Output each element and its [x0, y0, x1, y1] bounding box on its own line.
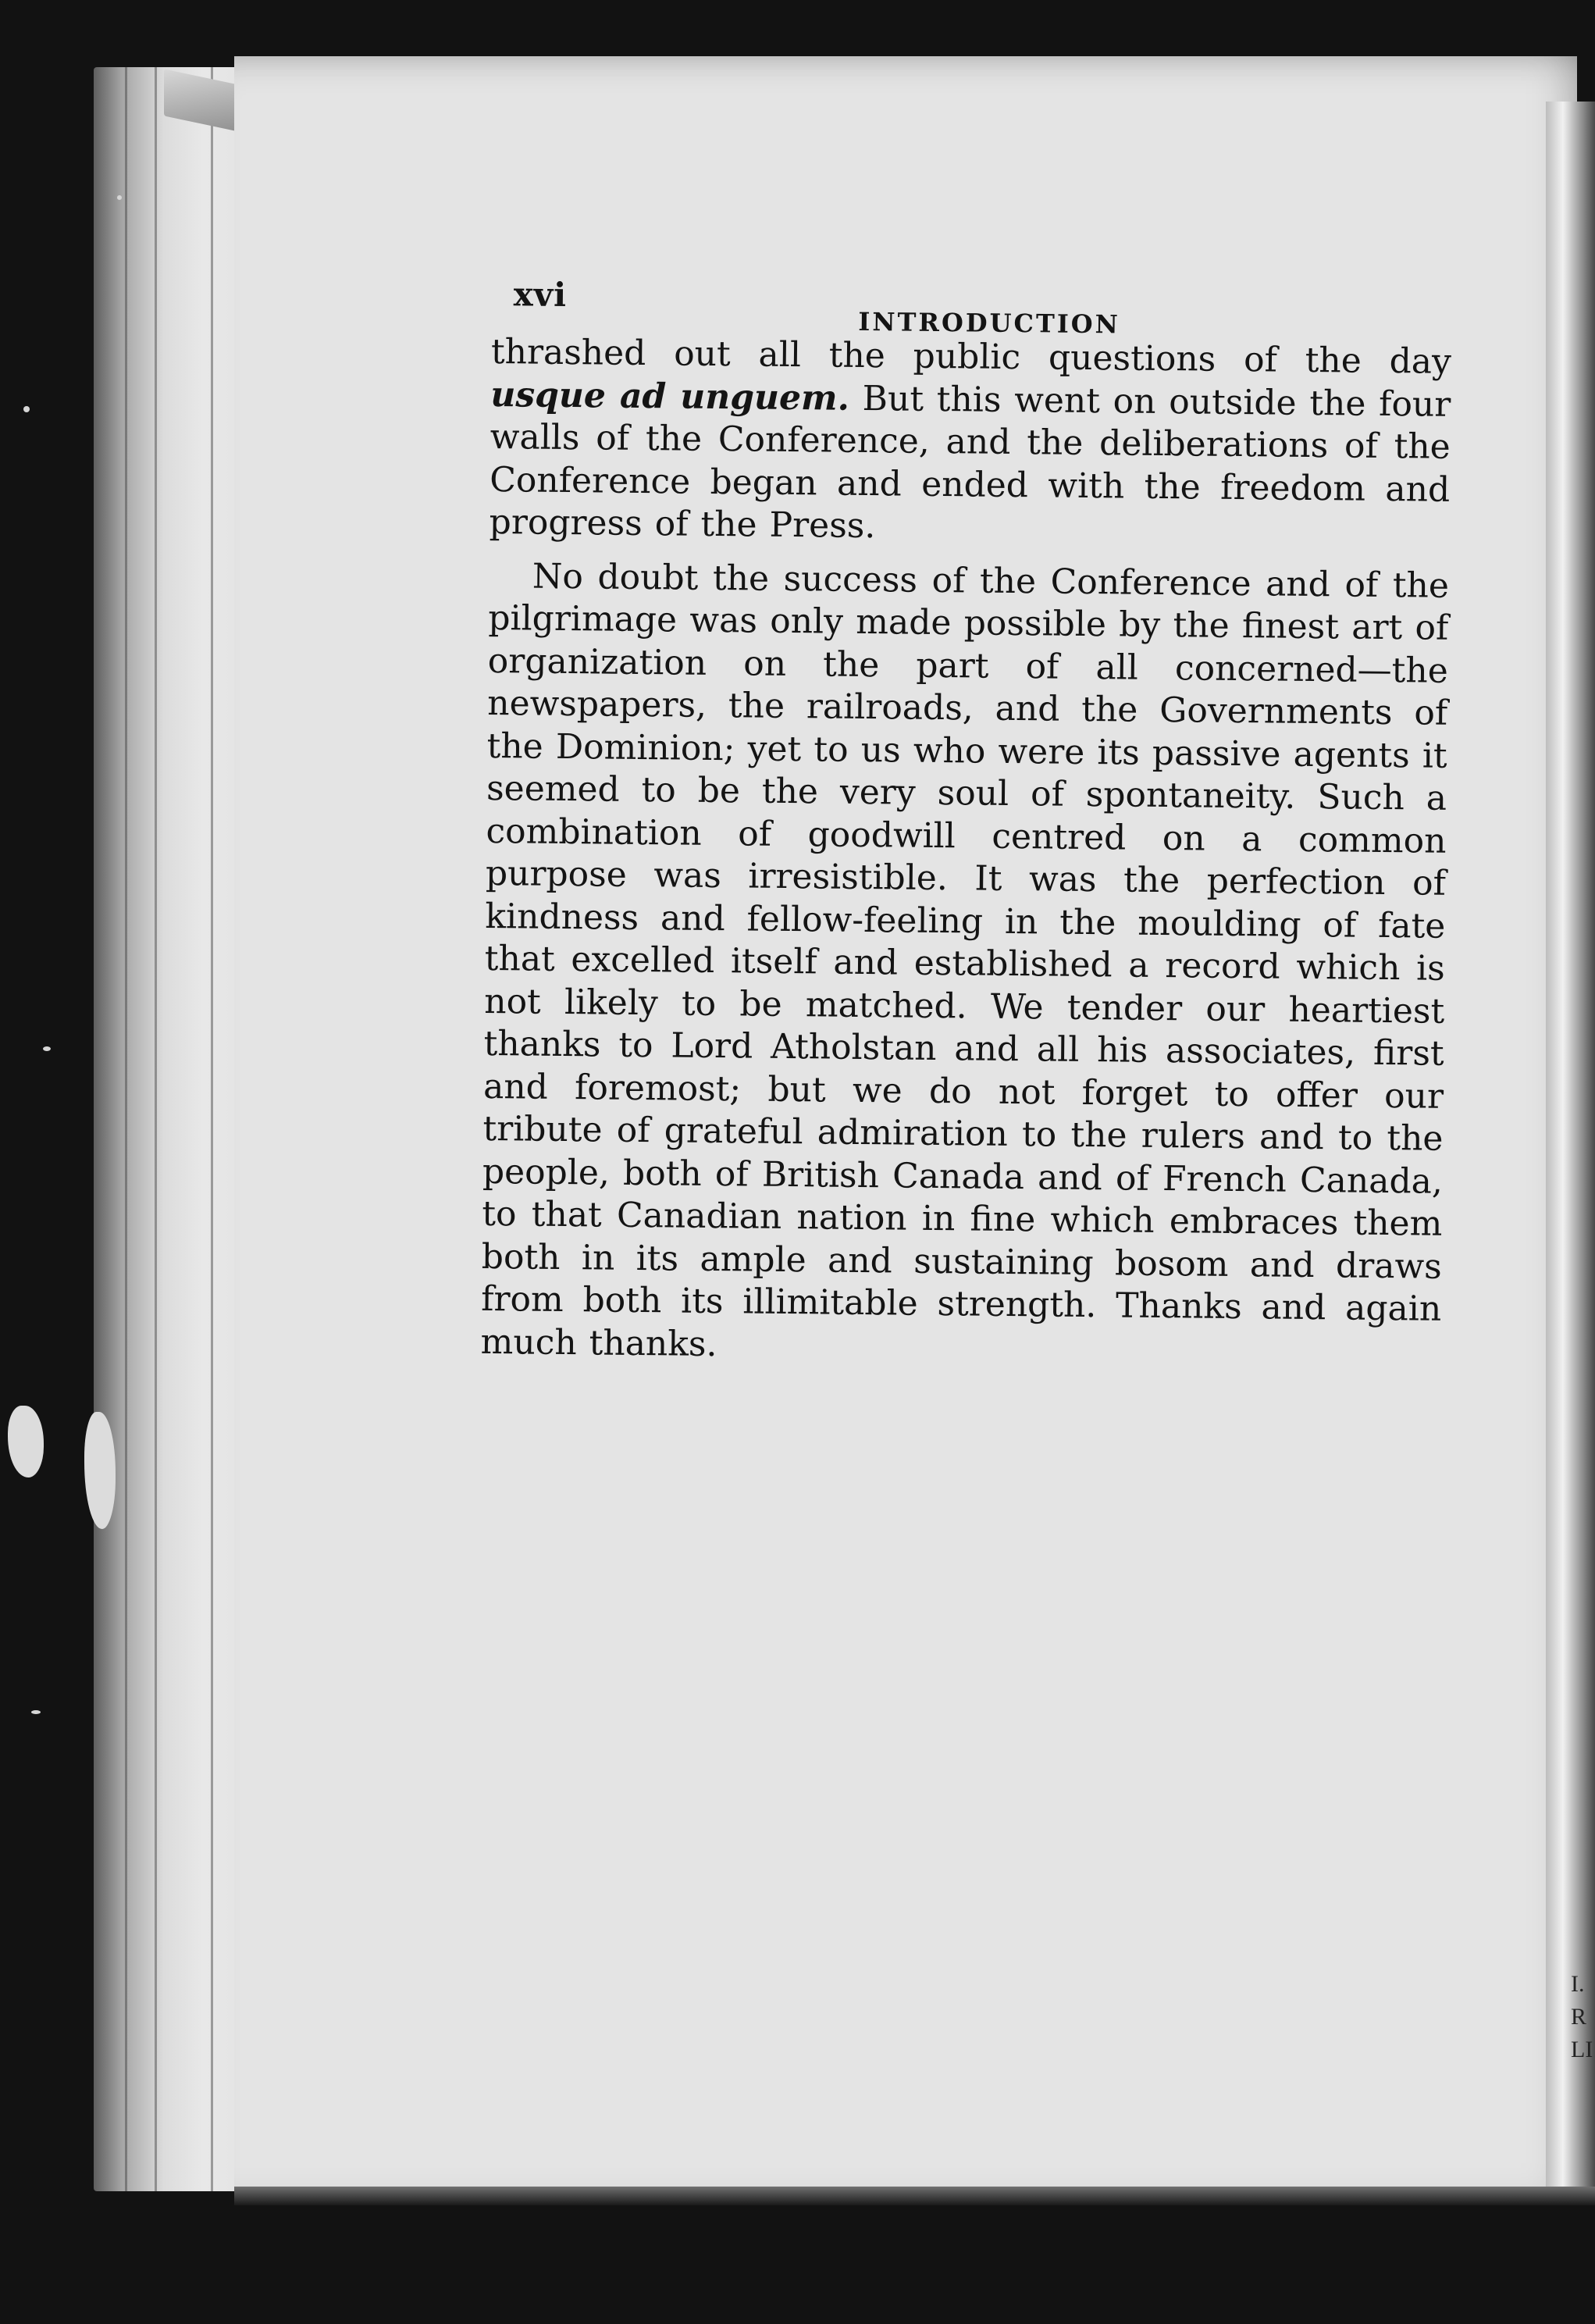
adjacent-page-fragment — [1571, 1968, 1595, 2066]
scan-artifact — [8, 1406, 44, 1477]
page-number: xvi — [513, 275, 568, 315]
spine-line — [155, 67, 157, 2191]
page-bottom-shadow — [234, 2187, 1595, 2205]
paragraph — [480, 554, 1449, 1373]
text-run: But this went on outside the four walls of the Conference, and the deliberations of the Conference began and ended with the freedom and progress of the Press. — [489, 378, 1451, 547]
scan-artifact — [31, 1710, 41, 1714]
text-column — [480, 275, 1452, 1374]
scan-artifact — [23, 406, 30, 412]
fragment-line: LI — [1571, 2037, 1593, 2062]
text-run: No doubt the success of the Conference and of the pilgrimage was only made possible by the finest art of organization on the part of all concerned—the newspapers, the railroads, and the Governments of the Dominion; yet to us who were its passive agents it seemed to be the very soul of spontaneity. Such a combination of goodwill centred on a common purpose was irresistible. It was the perfection of kindness and fellow-feeling in the moulding of fate that excelled itself and established a record which is not likely to be matched. We tender our heartiest thanks to Lord Atholstan and all his associates, first and foremost; but we do not forget to offer our tribute of grateful admiration to the rulers and to the people, both of British Canada and of French Canada, to that Canadian nation in fine which embraces them both in its ample and sustaining bosom and draws from both its illimitable strength. Thanks and again much thanks. — [480, 556, 1450, 1364]
scan-artifact — [117, 195, 122, 200]
paragraph — [489, 331, 1451, 554]
fragment-line: I. — [1571, 1971, 1585, 1997]
spine-line — [125, 67, 127, 2191]
italic-phrase: usque ad unguem. — [490, 374, 850, 419]
running-title: INTRODUCTION — [858, 306, 1121, 340]
text-run: thrashed out all the public questions of the day — [490, 331, 1452, 382]
scan-artifact — [43, 1046, 51, 1051]
spine-line — [211, 67, 213, 2191]
running-head — [491, 275, 1452, 341]
book-spine — [94, 67, 250, 2191]
fragment-line: R — [1571, 2004, 1587, 2030]
page-stack-edge — [1546, 102, 1595, 2194]
